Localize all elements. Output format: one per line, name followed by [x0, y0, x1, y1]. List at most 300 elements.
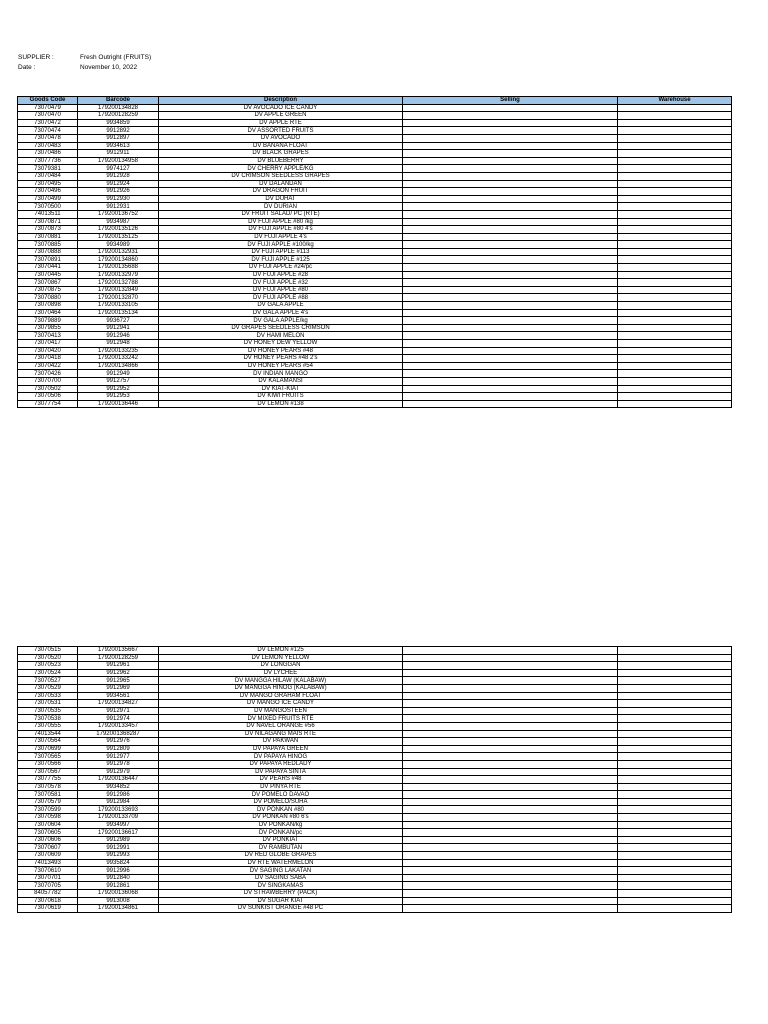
table-row [18, 692, 732, 700]
warehouse-cell [618, 745, 732, 753]
barcode-cell: 179200133105 [78, 302, 159, 310]
barcode-cell: 9934859 [78, 119, 159, 127]
barcode-cell: 9912861 [78, 882, 159, 890]
description-cell: DV CRIMSON SEEDLESS GRAPES [159, 172, 403, 180]
barcode-cell: 179200128259 [78, 654, 159, 662]
table-row [18, 798, 732, 806]
barcode-cell: 179200136446 [78, 400, 159, 408]
description-cell: DV INDIAN MANGO [159, 370, 403, 378]
goods-code-cell: 73079381 [18, 165, 78, 173]
warehouse-cell [618, 852, 732, 860]
description-cell: DV RED GLOBE GRAPES [159, 852, 403, 860]
table-row [18, 286, 732, 294]
selling-cell [403, 707, 618, 715]
supplier-label: SUPPLIER : [18, 54, 54, 61]
description-cell: DV PONKAN/kg [159, 821, 403, 829]
table-row [18, 760, 732, 768]
warehouse-cell [618, 309, 732, 317]
barcode-cell: 9912989 [78, 836, 159, 844]
description-cell: DV LYCHEE [159, 669, 403, 677]
table-row [18, 112, 732, 120]
description-cell: DV PEARS #48 [159, 776, 403, 784]
table-row [18, 347, 732, 355]
barcode-cell: 9912946 [78, 332, 159, 340]
barcode-cell: 179200132788 [78, 279, 159, 287]
goods-code-cell: 73070529 [18, 684, 78, 692]
barcode-cell: 9912949 [78, 370, 159, 378]
description-cell: DV BANANA FLOAT [159, 142, 403, 150]
selling-cell [403, 203, 618, 211]
column-header-barcode: Barcode [78, 97, 159, 105]
barcode-cell: 179200136617 [78, 829, 159, 837]
selling-cell [403, 241, 618, 249]
barcode-cell: 9912974 [78, 715, 159, 723]
warehouse-cell [618, 286, 732, 294]
table-row [18, 150, 732, 158]
selling-cell [403, 776, 618, 784]
barcode-cell: 179200134827 [78, 700, 159, 708]
goods-code-cell: 84057782 [18, 890, 78, 898]
warehouse-cell [618, 332, 732, 340]
goods-code-cell: 73070618 [18, 897, 78, 905]
selling-cell [403, 669, 618, 677]
selling-cell [403, 195, 618, 203]
description-cell: DV HONEY PEARS #54 [159, 362, 403, 370]
warehouse-cell [618, 180, 732, 188]
goods-code-cell: 73070607 [18, 844, 78, 852]
goods-code-cell: 73070418 [18, 355, 78, 363]
description-cell: DV NAVEL ORANGE #56 [159, 722, 403, 730]
description-cell: DV FUJI APPLE #80 [159, 286, 403, 294]
description-cell: DV HONEY PEARS #48 [159, 347, 403, 355]
selling-cell [403, 798, 618, 806]
selling-cell [403, 279, 618, 287]
selling-cell [403, 836, 618, 844]
warehouse-cell [618, 707, 732, 715]
goods-code-cell: 73070524 [18, 669, 78, 677]
selling-cell [403, 317, 618, 325]
goods-code-cell: 73079855 [18, 324, 78, 332]
table-row [18, 783, 732, 791]
barcode-cell: 9912978 [78, 760, 159, 768]
goods-code-cell: 73070499 [18, 195, 78, 203]
description-cell: DV LEMON #138 [159, 400, 403, 408]
selling-cell [403, 662, 618, 670]
description-cell: DV BLUEBERRY [159, 157, 403, 165]
barcode-cell: 9912892 [78, 127, 159, 135]
selling-cell [403, 692, 618, 700]
goods-code-cell: 73070417 [18, 340, 78, 348]
description-cell: DV RAMBUTAN [159, 844, 403, 852]
warehouse-cell [618, 233, 732, 241]
description-cell: DV SAGING SABA [159, 874, 403, 882]
selling-cell [403, 340, 618, 348]
goods-code-cell: 74013511 [18, 210, 78, 218]
warehouse-cell [618, 844, 732, 852]
table-row [18, 355, 732, 363]
barcode-cell: 9912977 [78, 753, 159, 761]
description-cell: DV SINGKAMAS [159, 882, 403, 890]
warehouse-cell [618, 753, 732, 761]
selling-cell [403, 112, 618, 120]
column-header-selling: Selling [403, 97, 618, 105]
barcode-cell: 9912952 [78, 385, 159, 393]
selling-cell [403, 324, 618, 332]
table-row [18, 248, 732, 256]
description-cell: DV STRAWBERRY (PACK) [159, 890, 403, 898]
table-row [18, 722, 732, 730]
table-row [18, 370, 732, 378]
table-row [18, 814, 732, 822]
description-cell: DV APPLE GREEN [159, 112, 403, 120]
description-cell: DV MANGGA HINOG (KALABAW) [159, 684, 403, 692]
selling-cell [403, 760, 618, 768]
goods-code-cell: 73070484 [18, 172, 78, 180]
goods-code-cell: 73070422 [18, 362, 78, 370]
selling-cell [403, 157, 618, 165]
description-cell: DV DALANDAN [159, 180, 403, 188]
description-cell: DV MANGO GRAHAM FLOAT [159, 692, 403, 700]
selling-cell [403, 180, 618, 188]
column-header-warehouse: Warehouse [618, 97, 732, 105]
selling-cell [403, 859, 618, 867]
selling-cell [403, 654, 618, 662]
goods-code-cell: 73070700 [18, 377, 78, 385]
selling-cell [403, 218, 618, 226]
barcode-cell: 179200134828 [78, 104, 159, 112]
barcode-cell: 179200132931 [78, 248, 159, 256]
table-row [18, 264, 732, 272]
table-row [18, 745, 732, 753]
warehouse-cell [618, 692, 732, 700]
barcode-cell: 9912969 [78, 684, 159, 692]
table-row [18, 662, 732, 670]
selling-cell [403, 226, 618, 234]
barcode-cell: 9912926 [78, 188, 159, 196]
selling-cell [403, 370, 618, 378]
barcode-cell: 179200136752 [78, 210, 159, 218]
warehouse-cell [618, 355, 732, 363]
table-row [18, 677, 732, 685]
warehouse-cell [618, 700, 732, 708]
goods-code-cell: 73070881 [18, 233, 78, 241]
goods-code-cell: 73070538 [18, 715, 78, 723]
table-row [18, 172, 732, 180]
goods-code-cell: 73070472 [18, 119, 78, 127]
warehouse-cell [618, 662, 732, 670]
selling-cell [403, 791, 618, 799]
description-cell: DV POMELO DAVAO [159, 791, 403, 799]
warehouse-cell [618, 669, 732, 677]
goods-code-cell: 73070898 [18, 302, 78, 310]
barcode-cell: 9934561 [78, 692, 159, 700]
barcode-cell: 9912948 [78, 340, 159, 348]
goods-code-cell: 74013493 [18, 859, 78, 867]
table-row [18, 317, 732, 325]
selling-cell [403, 882, 618, 890]
selling-cell [403, 104, 618, 112]
table-row [18, 707, 732, 715]
goods-code-cell: 73070520 [18, 654, 78, 662]
description-cell: DV CHERRY APPLE/KG [159, 165, 403, 173]
description-cell: DV KIWI FRUITS [159, 393, 403, 401]
goods-code-cell: 73070470 [18, 112, 78, 120]
goods-code-cell: 73070875 [18, 286, 78, 294]
barcode-cell: 9934989 [78, 241, 159, 249]
warehouse-cell [618, 654, 732, 662]
description-cell: DV AVOCADO [159, 134, 403, 142]
description-cell: DV DUHAT [159, 195, 403, 203]
barcode-cell: 9934852 [78, 783, 159, 791]
goods-code-cell: 73070888 [18, 248, 78, 256]
description-cell: DV HONEY PEARS #48 2's [159, 355, 403, 363]
selling-cell [403, 309, 618, 317]
table-row [18, 897, 732, 905]
table-row [18, 362, 732, 370]
warehouse-cell [618, 127, 732, 135]
warehouse-cell [618, 806, 732, 814]
goods-code-cell: 73070609 [18, 852, 78, 860]
goods-code-cell: 73070531 [18, 700, 78, 708]
barcode-cell: 9912897 [78, 134, 159, 142]
goods-code-cell: 73070464 [18, 309, 78, 317]
description-cell: DV PAPAYA HINOG [159, 753, 403, 761]
barcode-cell: 179200135667 [78, 647, 159, 655]
goods-code-cell: 73070619 [18, 905, 78, 913]
goods-code-cell: 74013544 [18, 730, 78, 738]
selling-cell [403, 753, 618, 761]
warehouse-cell [618, 836, 732, 844]
barcode-cell: 179200132979 [78, 271, 159, 279]
goods-code-cell: 73070871 [18, 218, 78, 226]
selling-cell [403, 821, 618, 829]
selling-cell [403, 233, 618, 241]
goods-code-cell: 73070873 [18, 226, 78, 234]
warehouse-cell [618, 271, 732, 279]
barcode-cell: 9912961 [78, 662, 159, 670]
goods-code-cell: 73070579 [18, 798, 78, 806]
warehouse-cell [618, 859, 732, 867]
table-row [18, 700, 732, 708]
goods-code-cell: 73079889 [18, 317, 78, 325]
selling-cell [403, 347, 618, 355]
description-cell: DV PONKIAT [159, 836, 403, 844]
goods-code-cell: 73070474 [18, 127, 78, 135]
selling-cell [403, 874, 618, 882]
goods-code-cell: 73070567 [18, 768, 78, 776]
table-row [18, 302, 732, 310]
selling-cell [403, 890, 618, 898]
barcode-cell: 9912809 [78, 745, 159, 753]
description-cell: DV RTE WATERMELON [159, 859, 403, 867]
table-row [18, 233, 732, 241]
selling-cell [403, 647, 618, 655]
warehouse-cell [618, 279, 732, 287]
goods-code-cell: 73070445 [18, 271, 78, 279]
warehouse-cell [618, 776, 732, 784]
goods-code-cell: 73070502 [18, 385, 78, 393]
table-row [18, 715, 732, 723]
selling-cell [403, 867, 618, 875]
warehouse-cell [618, 890, 732, 898]
selling-cell [403, 768, 618, 776]
table-row [18, 241, 732, 249]
barcode-cell: 9974127 [78, 165, 159, 173]
table-row [18, 165, 732, 173]
description-cell: DV FUJI APPLE #32 [159, 279, 403, 287]
goods-code-cell: 73070479 [18, 104, 78, 112]
selling-cell [403, 852, 618, 860]
warehouse-cell [618, 867, 732, 875]
table-row [18, 294, 732, 302]
goods-code-cell: 73070496 [18, 188, 78, 196]
table-row [18, 188, 732, 196]
barcode-cell: 179200135688 [78, 264, 159, 272]
description-cell: DV LEMON #125 [159, 647, 403, 655]
table-row [18, 309, 732, 317]
goods-code-cell: 73070578 [18, 783, 78, 791]
warehouse-cell [618, 324, 732, 332]
table-row [18, 226, 732, 234]
barcode-cell: 9936727 [78, 317, 159, 325]
selling-cell [403, 264, 618, 272]
description-cell: DV SUGAR KIAT [159, 897, 403, 905]
description-cell: DV FUJI APPLE #100/kg [159, 241, 403, 249]
goods-code-cell: 73070605 [18, 829, 78, 837]
goods-code-cell: 73070891 [18, 256, 78, 264]
barcode-cell: 9934987 [78, 218, 159, 226]
barcode-cell: 179200134860 [78, 256, 159, 264]
table-row [18, 127, 732, 135]
goods-code-cell: 73070426 [18, 370, 78, 378]
selling-cell [403, 302, 618, 310]
warehouse-cell [618, 814, 732, 822]
warehouse-cell [618, 760, 732, 768]
barcode-cell: 179200133693 [78, 806, 159, 814]
warehouse-cell [618, 905, 732, 913]
warehouse-cell [618, 294, 732, 302]
barcode-cell: 9912962 [78, 669, 159, 677]
barcode-cell: 9912986 [78, 791, 159, 799]
table-row [18, 890, 732, 898]
barcode-cell: 9912993 [78, 852, 159, 860]
barcode-cell: 179200135126 [78, 226, 159, 234]
selling-cell [403, 377, 618, 385]
goods-code-cell: 73070420 [18, 347, 78, 355]
goods-code-cell: 73070483 [18, 142, 78, 150]
warehouse-cell [618, 172, 732, 180]
barcode-cell: 179200133709 [78, 814, 159, 822]
warehouse-cell [618, 218, 732, 226]
goods-code-cell: 73077736 [18, 157, 78, 165]
goods-code-cell: 73070705 [18, 882, 78, 890]
warehouse-cell [618, 385, 732, 393]
description-cell: DV PINYA RTE [159, 783, 403, 791]
column-header-goods-code: Goods Code [18, 97, 78, 105]
warehouse-cell [618, 210, 732, 218]
barcode-cell: 9912757 [78, 377, 159, 385]
selling-cell [403, 385, 618, 393]
warehouse-cell [618, 768, 732, 776]
date-value: November 10, 2022 [80, 64, 138, 71]
goods-code-cell: 73070535 [18, 707, 78, 715]
table-row [18, 806, 732, 814]
warehouse-cell [618, 302, 732, 310]
date-label: Date : [18, 64, 36, 71]
goods-code-cell: 73070564 [18, 738, 78, 746]
barcode-cell: 9912996 [78, 867, 159, 875]
description-cell: DV SUNKIST ORANGE #48 PC [159, 905, 403, 913]
barcode-cell: 9912840 [78, 874, 159, 882]
description-cell: DV LEMON YELLOW [159, 654, 403, 662]
warehouse-cell [618, 362, 732, 370]
warehouse-cell [618, 248, 732, 256]
description-cell: DV POMELO/SUHA [159, 798, 403, 806]
table-row [18, 882, 732, 890]
selling-cell [403, 715, 618, 723]
barcode-cell: 9912953 [78, 393, 159, 401]
warehouse-cell [618, 241, 732, 249]
selling-cell [403, 844, 618, 852]
warehouse-cell [618, 347, 732, 355]
table-row [18, 654, 732, 662]
warehouse-cell [618, 104, 732, 112]
barcode-cell: 9912924 [78, 180, 159, 188]
warehouse-cell [618, 150, 732, 158]
description-cell: DV DURIAN [159, 203, 403, 211]
selling-cell [403, 150, 618, 158]
selling-cell [403, 142, 618, 150]
selling-cell [403, 286, 618, 294]
description-cell: DV FUJI APPLE #28 [159, 271, 403, 279]
description-cell: DV APPLE RTE [159, 119, 403, 127]
table-row [18, 134, 732, 142]
table-row [18, 852, 732, 860]
goods-code-cell: 73070413 [18, 332, 78, 340]
description-cell: DV GRAPES SEEDLESS CRIMSON [159, 324, 403, 332]
goods-code-cell: 73070599 [18, 806, 78, 814]
selling-cell [403, 188, 618, 196]
selling-cell [403, 248, 618, 256]
table-row [18, 279, 732, 287]
description-cell: DV SAGING LAKATAN [159, 867, 403, 875]
warehouse-cell [618, 264, 732, 272]
warehouse-cell [618, 317, 732, 325]
table-row [18, 867, 732, 875]
table-row [18, 119, 732, 127]
goods-code-cell: 73070566 [18, 760, 78, 768]
barcode-cell: 179200132849 [78, 286, 159, 294]
selling-cell [403, 814, 618, 822]
selling-cell [403, 256, 618, 264]
goods-code-cell: 73070581 [18, 791, 78, 799]
warehouse-cell [618, 256, 732, 264]
barcode-cell: 9913008 [78, 897, 159, 905]
barcode-cell: 9912931 [78, 203, 159, 211]
table-row [18, 377, 732, 385]
barcode-cell: 9912979 [78, 768, 159, 776]
table-row [18, 271, 732, 279]
barcode-cell: 179200136068 [78, 890, 159, 898]
selling-cell [403, 684, 618, 692]
barcode-cell: 9912941 [78, 324, 159, 332]
selling-cell [403, 806, 618, 814]
barcode-cell: 179200133235 [78, 347, 159, 355]
barcode-cell: 179200134866 [78, 362, 159, 370]
selling-cell [403, 210, 618, 218]
selling-cell [403, 332, 618, 340]
description-cell: DV MANGOSTEEN [159, 707, 403, 715]
